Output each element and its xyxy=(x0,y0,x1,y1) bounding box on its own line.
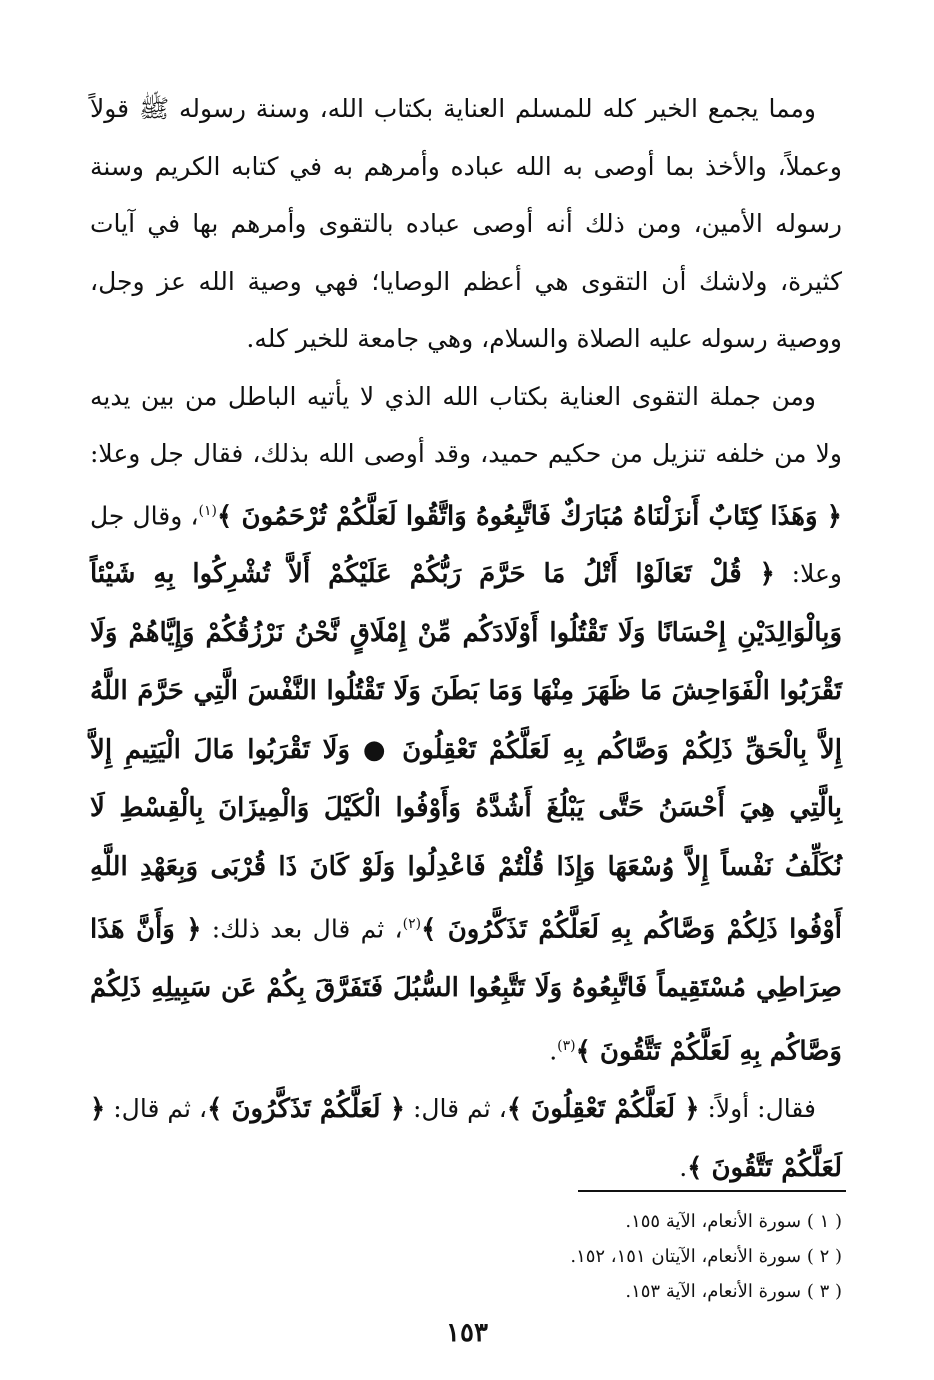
text-run: . xyxy=(549,1035,558,1065)
footnote-ref: (٢) xyxy=(402,916,422,933)
footnote-ref: (٣) xyxy=(557,1037,576,1054)
quran-verse: ﴿ لَعَلَّكُمْ تَذَكَّرُونَ ﴾ xyxy=(207,1094,405,1125)
text-run: ، ثم قال: xyxy=(105,1094,208,1124)
text-run: ، ثم قال بعد ذلك: xyxy=(201,914,403,944)
text-run: ، ثم قال: xyxy=(404,1094,507,1124)
quran-verse: ﴿ قُلْ تَعَالَوْا أَتْلُ مَا حَرَّمَ رَبُّكُمْ عَلَيْكُمْ أَلاَّ تُشْرِكُوا بِهِ شَيْئاً وَبِالْوَالِدَيْنِ إِحْسَانًا وَلَا تَقْتُلُوا أَوْلَادَكُم مِّنْ إِمْلَاقٍ نَّحْنُ نَرْزُقُكُمْ وَإِيَّاهُمْ وَلَا تَقْرَبُوا الْفَوَاحِشَ مَا ظَهَرَ مِنْهَا وَمَا بَطَنَ وَلَا تَقْتُلُوا النَّفْسَ الَّتِي حَرَّمَ اللَّهُ إِلاَّ بِالْحَقِّ ذَلِكُمْ وَصَّاكُم بِهِ لَعَلَّكُمْ تَعْقِلُونَ ● وَلَا تَقْرَبُوا مَالَ الْيَتِيمِ إِلاَّ بِالَّتِي هِيَ أَحْسَنُ حَتَّى يَبْلُغَ أَشُدَّهُ وَأَوْفُوا الْكَيْلَ وَالْمِيزَانَ بِالْقِسْطِ لَا نُكَلِّفُ نَفْساً إِلاَّ وُسْعَهَا وَإِذَا قُلْتُمْ فَاعْدِلُوا وَلَوْ كَانَ ذَا قُرْبَى وَبِعَهْدِ اللَّهِ أَوْفُوا ذَلِكُمْ وَصَّاكُم بِهِ لَعَلَّكُمْ تَذَكَّرُونَ ﴾ xyxy=(90,559,843,945)
paragraph xyxy=(90,80,842,368)
paragraph xyxy=(90,1080,842,1197)
text-run: ، وقال جل وعلا: xyxy=(90,500,843,589)
footnote: ( ٣ ) سورة الأنعام، الآية ١٥٣. xyxy=(625,1281,842,1302)
paragraph xyxy=(90,368,842,1081)
quran-verse: ﴿ لَعَلَّكُمْ تَتَّقُونَ ﴾ xyxy=(90,1094,842,1183)
text-run: ومن جملة التقوى العناية بكتاب الله الذي لا يأتيه الباطل من بين يديه ولا من خلفه تنزيل من حكيم حميد، وقد أوصى الله بذلك، فقال جل وعلا: xyxy=(90,381,842,468)
footnote-ref: (١) xyxy=(198,502,218,519)
footnotes xyxy=(90,1204,842,1309)
page-number: ١٥٣ xyxy=(446,1318,488,1348)
text-run: فقال: أولاً: xyxy=(699,1094,816,1124)
footnote-divider xyxy=(578,1190,846,1192)
footnote: ( ٢ ) سورة الأنعام، الآيتان ١٥١، ١٥٢. xyxy=(570,1246,842,1267)
quran-verse: ﴿ لَعَلَّكُمْ تَعْقِلُونَ ﴾ xyxy=(506,1094,700,1125)
text-run: . xyxy=(679,1152,688,1182)
main-text xyxy=(90,80,842,1197)
footnote: ( ١ ) سورة الأنعام، الآية ١٥٥. xyxy=(625,1211,842,1232)
quran-verse: ﴿ وَأَنَّ هَذَا صِرَاطِي مُسْتَقِيماً فَاتَّبِعُوهُ وَلَا تَتَّبِعُوا السُّبُلَ فَتَفَرَّقَ بِكُمْ عَن سَبِيلِهِ ذَلِكُمْ وَصَّاكُم بِهِ لَعَلَّكُمْ تَتَّقُونَ ﴾ xyxy=(90,914,842,1066)
quran-verse: ﴿ وَهَذَا كِتَابٌ أَنزَلْنَاهُ مُبَارَكٌ فَاتَّبِعُوهُ وَاتَّقُوا لَعَلَّكُمْ تُرْحَمُونَ ﴾ xyxy=(217,500,843,531)
text-run: ومما يجمع الخير كله للمسلم العناية بكتاب الله، وسنة رسوله ﷺ قولاً وعملاً، والأخذ بما أوصى به الله عباده وأمرهم به في كتابه الكريم وسنة رسوله الأمين، ومن ذلك أنه أوصى عباده بالتقوى وأمرهم بها في آيات كثيرة، ولاشك أن التقوى هي أعظم الوصايا؛ فهي وصية الله عز وجل، ووصية رسوله عليه الصلاة والسلام، وهي جامعة للخير كله. xyxy=(90,94,842,353)
